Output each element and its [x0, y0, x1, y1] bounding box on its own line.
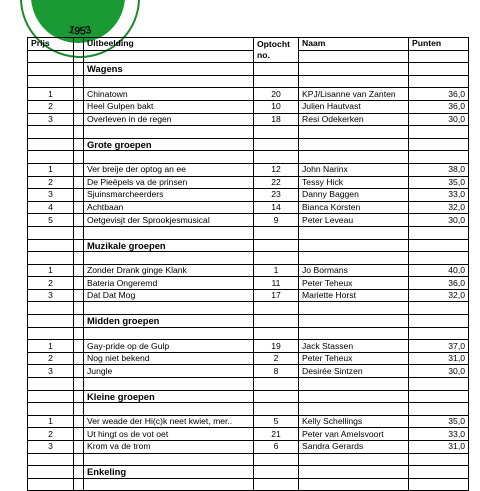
- spacer-cell: [74, 441, 84, 454]
- prijs-cell: 2: [28, 100, 74, 113]
- blank-row: [28, 478, 469, 491]
- optocht-cell: 1: [254, 264, 299, 277]
- optocht-cell: 9: [254, 214, 299, 227]
- optocht-cell: 23: [254, 189, 299, 202]
- optocht-cell: 6: [254, 441, 299, 454]
- category-row: [28, 466, 469, 479]
- optocht-cell: 8: [254, 365, 299, 378]
- prijs-cell: 3: [28, 441, 74, 454]
- table-row: [28, 441, 469, 454]
- header-optocht-line2: no.: [257, 50, 270, 61]
- prijs-cell: 3: [28, 289, 74, 302]
- table-row: [28, 289, 469, 302]
- table-row: [28, 189, 469, 202]
- naam-cell: Jo Bormans: [299, 264, 409, 277]
- spacer-cell: [74, 415, 84, 428]
- naam-cell: Tessy Hick: [299, 176, 409, 189]
- naam-cell: Peter Teheux: [299, 277, 409, 290]
- punten-cell: 37,0: [409, 340, 469, 353]
- uitbeelding-cell: Gay-pride op de Gulp: [84, 340, 254, 353]
- optocht-cell: 11: [254, 277, 299, 290]
- uitbeelding-cell: Ver weade der Hi(c)k neet kwiet, mer..: [84, 415, 254, 428]
- punten-cell: 35,0: [409, 415, 469, 428]
- spacer-cell: [74, 189, 84, 202]
- category-row: [28, 239, 469, 252]
- prijs-cell: 3: [28, 365, 74, 378]
- table-row: [28, 163, 469, 176]
- optocht-cell: 19: [254, 340, 299, 353]
- punten-cell: 31,0: [409, 441, 469, 454]
- category-title: Enkeling: [84, 466, 254, 479]
- prijs-cell: 1: [28, 264, 74, 277]
- prijs-cell: 5: [28, 214, 74, 227]
- prijs-cell: 2: [28, 176, 74, 189]
- spacer-cell: [74, 163, 84, 176]
- blank-row: [28, 327, 469, 340]
- uitbeelding-cell: Ver breije der optog an ee: [84, 163, 254, 176]
- punten-cell: 30,0: [409, 113, 469, 126]
- punten-cell: 32,0: [409, 201, 469, 214]
- spacer-cell: [74, 214, 84, 227]
- punten-cell: 35,0: [409, 176, 469, 189]
- naam-cell: Sandra Gerards: [299, 441, 409, 454]
- naam-cell: Mariette Horst: [299, 289, 409, 302]
- punten-cell: 36,0: [409, 100, 469, 113]
- results-table: [27, 37, 469, 491]
- category-row: [28, 63, 469, 76]
- uitbeelding-cell: Bateria Ongeremd: [84, 277, 254, 290]
- naam-cell: Peter van Amelsvoort: [299, 428, 409, 441]
- table-row: [28, 277, 469, 290]
- header-uitbeelding: Uitbeelding: [84, 38, 254, 51]
- naam-cell: Kelly Schellings: [299, 415, 409, 428]
- punten-cell: 36,0: [409, 88, 469, 101]
- spacer-cell: [74, 365, 84, 378]
- optocht-cell: 21: [254, 428, 299, 441]
- blank-row: [28, 453, 469, 466]
- uitbeelding-cell: Krom va de trom: [84, 441, 254, 454]
- uitbeelding-cell: Nog niet bekend: [84, 352, 254, 365]
- table-row: [28, 201, 469, 214]
- blank-row: [28, 252, 469, 265]
- naam-cell: Bianca Korsten: [299, 201, 409, 214]
- category-row: [28, 138, 469, 151]
- blank-row: [28, 378, 469, 391]
- prijs-cell: 1: [28, 415, 74, 428]
- prijs-cell: 1: [28, 340, 74, 353]
- table-row: [28, 428, 469, 441]
- blank-row: [28, 75, 469, 88]
- spacer-cell: [74, 428, 84, 441]
- prijs-cell: 2: [28, 428, 74, 441]
- table-header-row: [28, 38, 469, 51]
- prijs-cell: 3: [28, 189, 74, 202]
- uitbeelding-cell: Zonder Drank ginge Klank: [84, 264, 254, 277]
- naam-cell: John Narinx: [299, 163, 409, 176]
- header-optocht-line1: Optocht: [257, 39, 290, 50]
- results-body: [28, 63, 469, 491]
- table-row: [28, 100, 469, 113]
- header-prijs: Prijs: [28, 38, 74, 51]
- category-title: Midden groepen: [84, 315, 254, 328]
- naam-cell: Julien Hautvast: [299, 100, 409, 113]
- naam-cell: Desirée Sintzen: [299, 365, 409, 378]
- prijs-cell: 2: [28, 277, 74, 290]
- header-spacer: [74, 38, 84, 51]
- punten-cell: 31,0: [409, 352, 469, 365]
- prijs-cell: 1: [28, 88, 74, 101]
- optocht-cell: 12: [254, 163, 299, 176]
- prijs-cell: 3: [28, 113, 74, 126]
- spacer-cell: [74, 264, 84, 277]
- naam-cell: Peter Teheux: [299, 352, 409, 365]
- optocht-cell: 22: [254, 176, 299, 189]
- blank-row: [28, 302, 469, 315]
- spacer-cell: [74, 113, 84, 126]
- uitbeelding-cell: Ut hingt os de vot oet: [84, 428, 254, 441]
- category-title: Kleine groepen: [84, 390, 254, 403]
- table-row: [28, 113, 469, 126]
- category-title: Wagens: [84, 63, 254, 76]
- uitbeelding-cell: Achtbaan: [84, 201, 254, 214]
- uitbeelding-cell: De Pieëpels va de prinsen: [84, 176, 254, 189]
- category-title: Grote groepen: [84, 138, 254, 151]
- spacer-cell: [74, 352, 84, 365]
- optocht-cell: 20: [254, 88, 299, 101]
- naam-cell: KPJ/Lisanne van Zanten: [299, 88, 409, 101]
- punten-cell: 30,0: [409, 365, 469, 378]
- table-row: [28, 365, 469, 378]
- category-row: [28, 315, 469, 328]
- optocht-cell: 2: [254, 352, 299, 365]
- punten-cell: 33,0: [409, 428, 469, 441]
- table-row: [28, 415, 469, 428]
- uitbeelding-cell: Heel Gulpen bakt: [84, 100, 254, 113]
- spacer-cell: [74, 176, 84, 189]
- table-row: [28, 264, 469, 277]
- naam-cell: Resi Odekerken: [299, 113, 409, 126]
- punten-cell: 33,0: [409, 189, 469, 202]
- header-optocht: [254, 38, 299, 63]
- uitbeelding-cell: Chinatown: [84, 88, 254, 101]
- uitbeelding-cell: Oetgevisjt der Sprookjesmusical: [84, 214, 254, 227]
- optocht-cell: 5: [254, 415, 299, 428]
- spacer-cell: [74, 289, 84, 302]
- header-punten: Punten: [409, 38, 469, 51]
- prijs-cell: 2: [28, 352, 74, 365]
- category-row: [28, 390, 469, 403]
- optocht-cell: 18: [254, 113, 299, 126]
- blank-row: [28, 126, 469, 139]
- table-row: [28, 176, 469, 189]
- table-header-spacer-row: [28, 50, 469, 63]
- blank-row: [28, 226, 469, 239]
- blank-row: [28, 151, 469, 164]
- naam-cell: Jack Stassen: [299, 340, 409, 353]
- table-row: [28, 352, 469, 365]
- spacer-cell: [74, 88, 84, 101]
- punten-cell: 38,0: [409, 163, 469, 176]
- svg-text:1953: 1953: [67, 23, 93, 38]
- spacer-cell: [74, 340, 84, 353]
- spacer-cell: [74, 201, 84, 214]
- header-naam: Naam: [299, 38, 409, 51]
- prijs-cell: 4: [28, 201, 74, 214]
- punten-cell: 32,0: [409, 289, 469, 302]
- table-row: [28, 88, 469, 101]
- optocht-cell: 10: [254, 100, 299, 113]
- naam-cell: Peter Leveau: [299, 214, 409, 227]
- spacer-cell: [74, 100, 84, 113]
- spacer-cell: [74, 277, 84, 290]
- punten-cell: 40,0: [409, 264, 469, 277]
- punten-cell: 30,0: [409, 214, 469, 227]
- uitbeelding-cell: Sjuinsmarcheerders: [84, 189, 254, 202]
- naam-cell: Danny Baggen: [299, 189, 409, 202]
- optocht-cell: 14: [254, 201, 299, 214]
- table-row: [28, 214, 469, 227]
- uitbeelding-cell: Overleven in de regen: [84, 113, 254, 126]
- prijs-cell: 1: [28, 163, 74, 176]
- table-row: [28, 340, 469, 353]
- blank-row: [28, 403, 469, 416]
- uitbeelding-cell: Jungle: [84, 365, 254, 378]
- punten-cell: 36,0: [409, 277, 469, 290]
- uitbeelding-cell: Dat Dat Mog: [84, 289, 254, 302]
- category-title: Muzikale groepen: [84, 239, 254, 252]
- optocht-cell: 17: [254, 289, 299, 302]
